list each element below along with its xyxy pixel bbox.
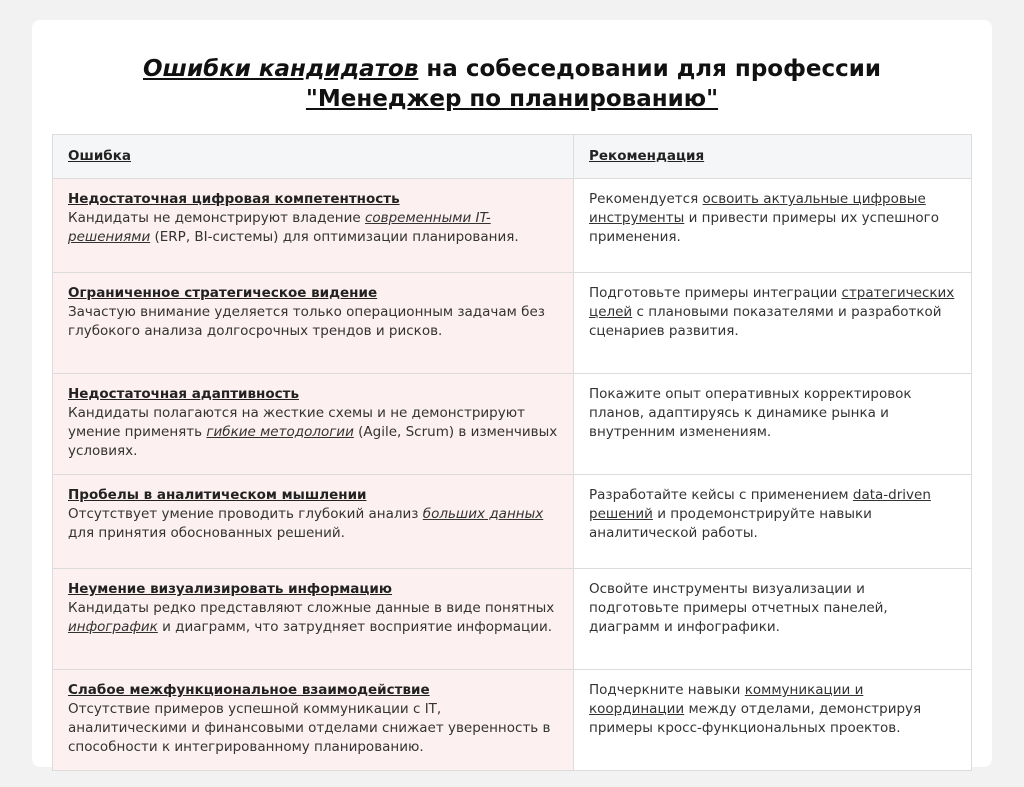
mistake-cell: Недостаточная цифровая компетентность Кандидаты не демонстрируют владение современными IT-решениями (ERP, BI-системы) для оптимизации планирования. xyxy=(53,179,574,273)
table-row xyxy=(53,273,972,374)
table-row xyxy=(53,475,972,569)
table-header-row xyxy=(53,135,972,179)
keyword: освоить актуальные цифровые инструменты xyxy=(589,191,926,226)
table-row xyxy=(53,670,972,771)
mistake-heading: Недостаточная адаптивность xyxy=(68,386,299,402)
content-card xyxy=(32,20,992,767)
keyword: data-driven решений xyxy=(589,487,931,522)
table-row xyxy=(53,374,972,475)
recommendation-cell: Освойте инструменты визуализации и подготовьте примеры отчетных панелей, диаграмм и инфографики. xyxy=(574,569,972,670)
mistake-cell: Ограниченное стратегическое видение Зачастую внимание уделяется только операционным задачам без глубокого анализа долгосрочных трендов и рисков. xyxy=(53,273,574,374)
mistake-heading: Недостаточная цифровая компетентность xyxy=(68,191,400,207)
mistake-heading: Неумение визуализировать информацию xyxy=(68,581,392,597)
title-emphasis: Ошибки кандидатов xyxy=(143,56,419,82)
title-rest: на собеседовании для профессии xyxy=(418,56,881,82)
mistake-heading: Слабое межфункциональное взаимодействие xyxy=(68,682,430,698)
recommendation-cell: Покажите опыт оперативных корректировок планов, адаптируясь к динамике рынка и внутренним изменениям. xyxy=(574,374,972,475)
page-title xyxy=(32,54,992,114)
keyword: коммуникации и координации xyxy=(589,682,864,717)
keyword: стратегических целей xyxy=(589,285,955,320)
keyword: гибкие методологии xyxy=(206,424,354,440)
recommendation-cell: Разработайте кейсы с применением data-driven решений и продемонстрируйте навыки аналитической работы. xyxy=(574,475,972,569)
keyword: больших данных xyxy=(422,506,544,522)
recommendation-cell: Рекомендуется освоить актуальные цифровые инструменты и привести примеры их успешного применения. xyxy=(574,179,972,273)
mistake-cell: Пробелы в аналитическом мышлении Отсутствует умение проводить глубокий анализ больших данных для принятия обоснованных решений. xyxy=(53,475,574,569)
keyword: современными IT-решениями xyxy=(68,210,491,245)
table-row xyxy=(53,569,972,670)
mistake-cell: Недостаточная адаптивность Кандидаты полагаются на жесткие схемы и не демонстрируют умение применять гибкие методологии (Agile, Scrum) в изменчивых условиях. xyxy=(53,374,574,475)
header-recommendation: Рекомендация xyxy=(574,135,972,179)
mistakes-table xyxy=(52,134,972,771)
keyword: инфографик xyxy=(68,619,158,635)
recommendation-cell: Подчеркните навыки коммуникации и координации между отделами, демонстрируя примеры кросс-функциональных проектов. xyxy=(574,670,972,771)
table-row xyxy=(53,179,972,273)
header-mistake: Ошибка xyxy=(53,135,574,179)
mistake-heading: Ограниченное стратегическое видение xyxy=(68,285,378,301)
recommendation-cell: Подготовьте примеры интеграции стратегических целей с плановыми показателями и разработкой сценариев развития. xyxy=(574,273,972,374)
title-profession: "Менеджер по планированию" xyxy=(305,86,719,112)
mistake-cell: Неумение визуализировать информацию Кандидаты редко представляют сложные данные в виде понятных инфографик и диаграмм, что затрудняет восприятие информации. xyxy=(53,569,574,670)
mistake-cell: Слабое межфункциональное взаимодействие Отсутствие примеров успешной коммуникации с IT, аналитическими и финансовыми отделами снижает уверенность в способности к интегрированному планированию. xyxy=(53,670,574,771)
mistake-heading: Пробелы в аналитическом мышлении xyxy=(68,487,367,503)
